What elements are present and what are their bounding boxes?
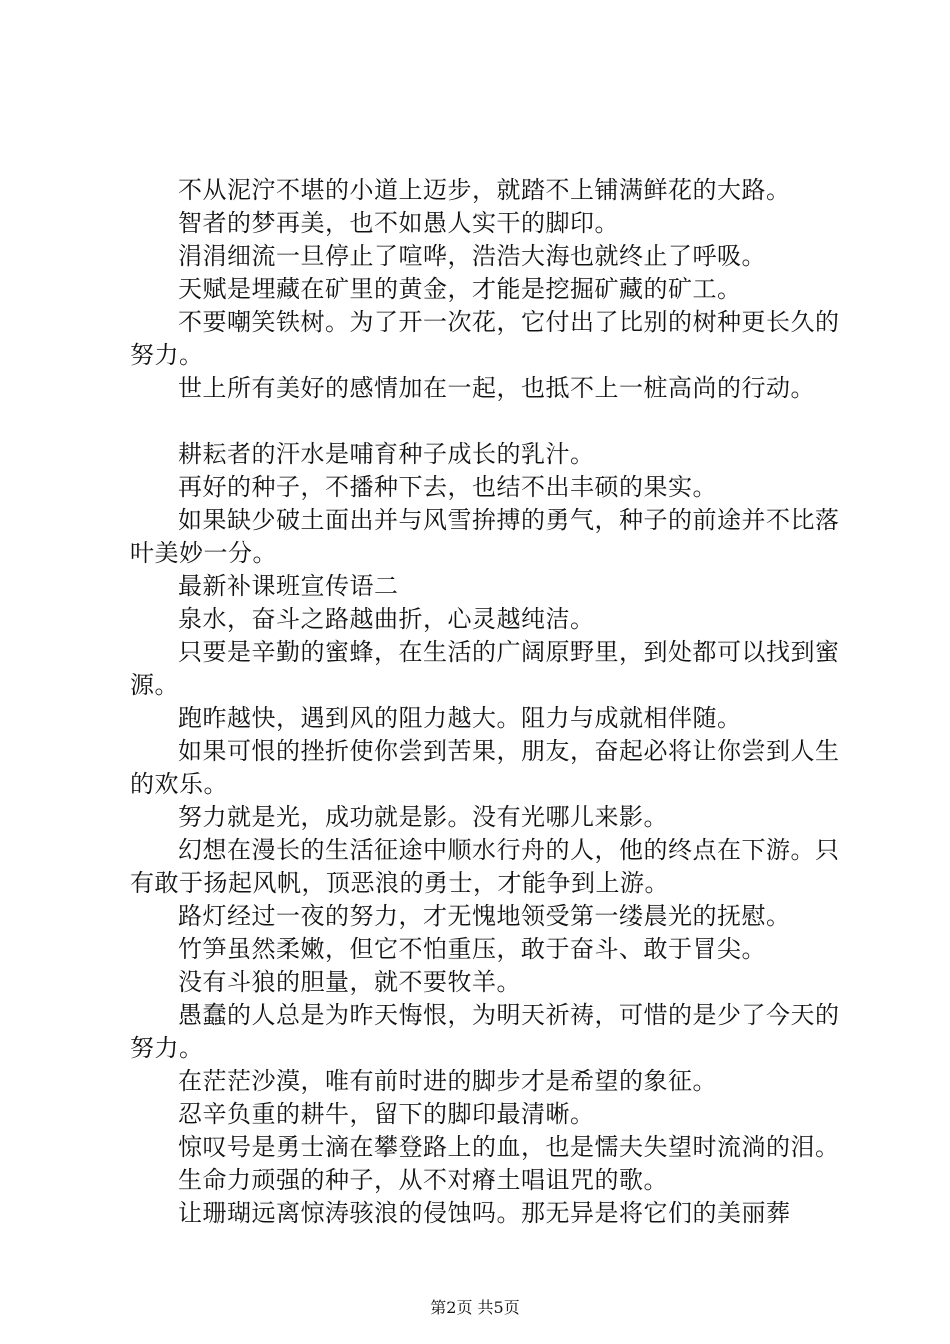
paragraph: 让珊瑚远离惊涛骇浪的侵蚀吗。那无异是将它们的美丽葬 bbox=[178, 1199, 791, 1227]
paragraph: 泉水，奋斗之路越曲折，心灵越纯洁。 bbox=[178, 605, 595, 633]
paragraph: 世上所有美好的感情加在一起，也抵不上一桩高尚的行动。 bbox=[178, 374, 815, 402]
paragraph: 幻想在漫长的生活征途中顺水行舟的人，他的终点在下游。只有敢于扬起风帆，顶恶浪的勇士，才能争到上游。 bbox=[130, 836, 840, 897]
paragraph: 不从泥泞不堪的小道上迈步，就踏不上铺满鲜花的大路。 bbox=[178, 176, 791, 204]
paragraph: 再好的种子，不播种下去，也结不出丰硕的果实。 bbox=[178, 473, 717, 501]
paragraph: 竹笋虽然柔嫩，但它不怕重压，敢于奋斗、敢于冒尖。 bbox=[178, 935, 766, 963]
paragraph: 惊叹号是勇士滴在攀登路上的血，也是懦夫失望时流淌的泪。 bbox=[178, 1133, 840, 1161]
paragraph: 路灯经过一夜的努力，才无愧地领受第一缕晨光的抚慰。 bbox=[178, 902, 791, 930]
paragraph: 愚蠢的人总是为昨天悔恨，为明天祈祷，可惜的是少了今天的努力。 bbox=[130, 1001, 840, 1062]
document-body bbox=[130, 174, 850, 1230]
page-number: 第2页 共5页 bbox=[430, 1298, 520, 1317]
paragraph: 智者的梦再美，也不如愚人实干的脚印。 bbox=[178, 209, 619, 237]
paragraph: 只要是辛勤的蜜蜂，在生活的广阔原野里，到处都可以找到蜜源。 bbox=[130, 638, 840, 699]
page-footer bbox=[0, 1298, 950, 1318]
paragraph: 努力就是光，成功就是影。没有光哪儿来影。 bbox=[178, 803, 668, 831]
paragraph: 如果缺少破土面出并与风雪拚搏的勇气，种子的前途并不比落叶美妙一分。 bbox=[130, 506, 840, 567]
paragraph: 没有斗狼的胆量，就不要牧羊。 bbox=[178, 968, 521, 996]
paragraph: 不要嘲笑铁树。为了开一次花，它付出了比别的树种更长久的努力。 bbox=[130, 308, 840, 369]
paragraph: 在茫茫沙漠，唯有前时进的脚步才是希望的象征。 bbox=[178, 1067, 717, 1095]
paragraph: 如果可恨的挫折使你尝到苦果，朋友，奋起必将让你尝到人生的欢乐。 bbox=[130, 737, 840, 798]
paragraph: 天赋是埋藏在矿里的黄金，才能是挖掘矿藏的矿工。 bbox=[178, 275, 742, 303]
section-heading: 最新补课班宣传语二 bbox=[178, 572, 399, 600]
paragraph: 跑昨越快，遇到风的阻力越大。阻力与成就相伴随。 bbox=[178, 704, 742, 732]
paragraph: 忍辛负重的耕牛，留下的脚印最清晰。 bbox=[178, 1100, 595, 1128]
paragraph: 生命力顽强的种子，从不对瘠土唱诅咒的歌。 bbox=[178, 1166, 668, 1194]
paragraph: 涓涓细流一旦停止了喧哗，浩浩大海也就终止了呼吸。 bbox=[178, 242, 766, 270]
blank-line bbox=[130, 405, 850, 438]
paragraph: 耕耘者的汗水是哺育种子成长的乳汁。 bbox=[178, 440, 595, 468]
